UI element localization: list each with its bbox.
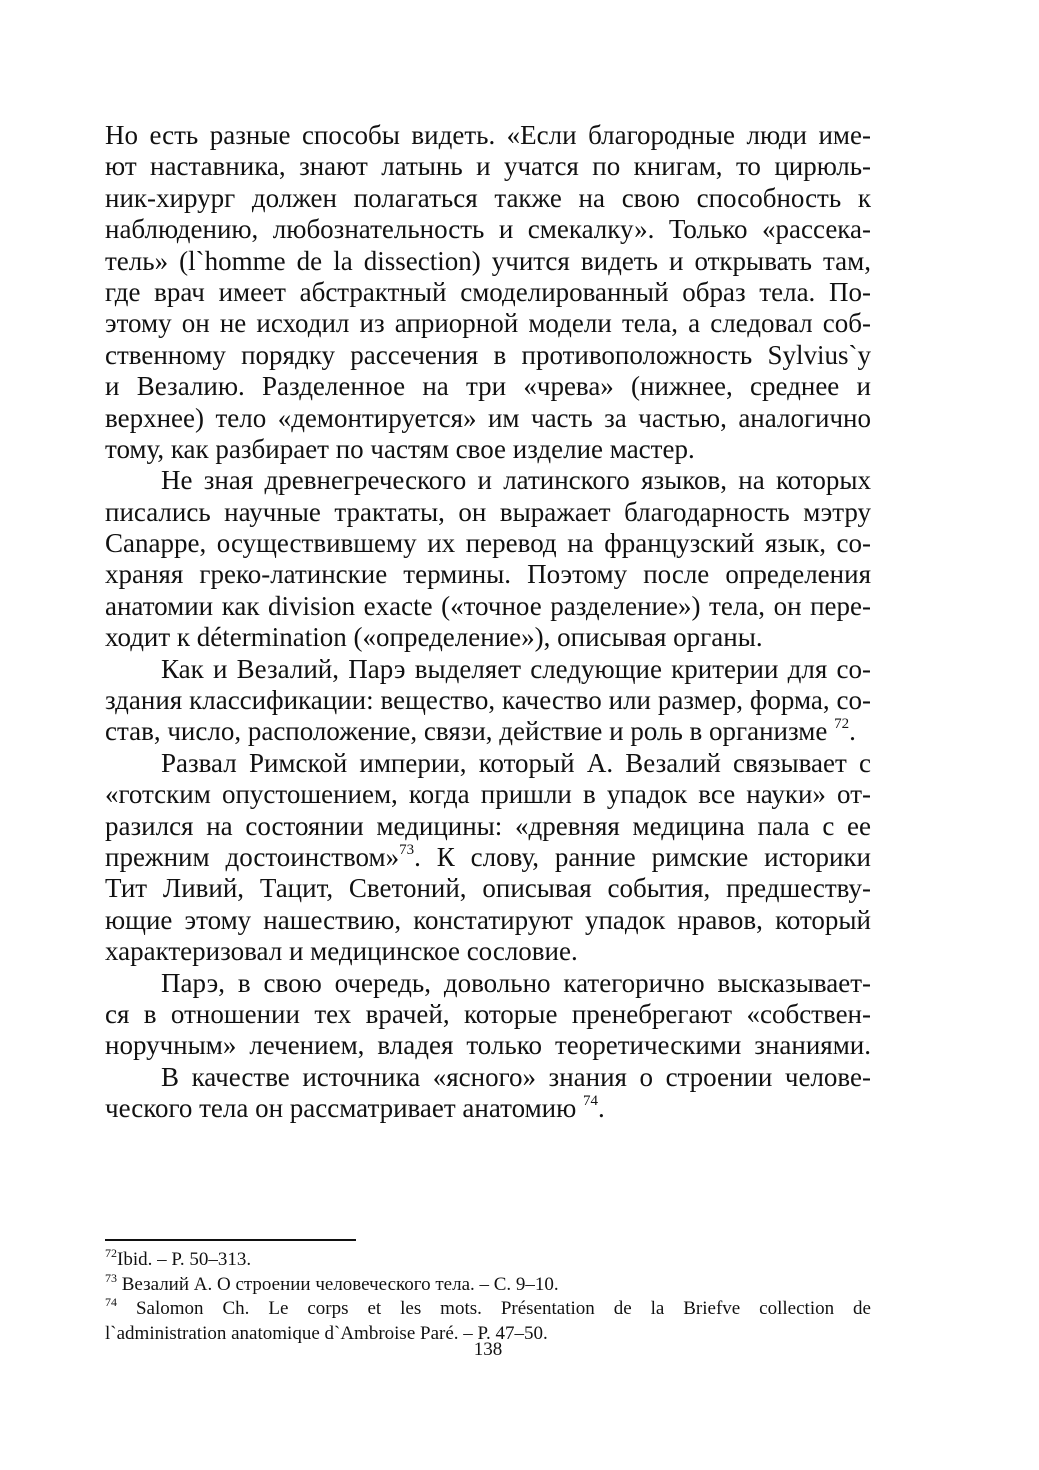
text-line [105, 873, 871, 904]
text-line [105, 183, 871, 214]
text-line-content: Развал Римской империи, который А. Везалий связывает с [161, 747, 871, 778]
text-line-content: храняя греко-латинские термины. Поэтому после определения [105, 559, 871, 590]
footnote [105, 1297, 871, 1322]
text-line-content: норучным» лечением, владея только теоретическими знаниями. [105, 1030, 871, 1061]
text-line-content: В качестве источника «ясного» знания о строении челове- [161, 1061, 871, 1092]
footnote-separator [105, 1239, 356, 1241]
footnote-text: Ibid. – P. 50–313. [117, 1249, 252, 1270]
text-line-content: тому, как разбирает по частям свое изделие мастер. [105, 433, 695, 464]
footnote-number: 72 [105, 1246, 117, 1260]
text-line-content: писались научные трактаты, он выражает благодарность мэтру [105, 496, 871, 527]
text-line-content: став, число, расположение, связи, действие и роль в организме [105, 716, 835, 747]
text-line-content: ник-хирург должен полагаться также на свою способность к [105, 182, 871, 213]
text-line-content: наблюдению, любознательность и смекалку». Только «рассека- [105, 214, 871, 245]
text-line [105, 748, 871, 779]
text-line [105, 371, 871, 402]
text-line [105, 559, 871, 590]
text-line-content: анатомии как division exacte («точное разделение») тела, он пере- [105, 590, 871, 621]
main-text-block [105, 120, 871, 1125]
text-line [105, 999, 871, 1030]
footnote-reference: 73 [399, 841, 415, 858]
text-line-content: Тит Ливий, Тацит, Светоний, описывая события, предшеству- [105, 873, 871, 904]
text-line-content: ют наставника, знают латынь и учатся по книгам, то цирюль- [105, 151, 871, 182]
text-line [105, 277, 871, 308]
footnote-reference: 72 [834, 716, 850, 733]
text-line [105, 340, 871, 371]
text-line [105, 842, 871, 873]
text-line-content: разился на состоянии медицины: «древняя медицина пала с ее [105, 810, 871, 841]
text-line-content: «готским опустошением, когда пришли в упадок все науки» от- [105, 779, 871, 810]
text-line [105, 905, 871, 936]
page-number: 138 [473, 1339, 503, 1360]
text-line-content: ющие этому нашествию, констатируют упадок нравов, который [105, 904, 871, 935]
text-line [105, 308, 871, 339]
text-line-continuation: . [849, 716, 856, 747]
footnotes-block [105, 1248, 871, 1346]
footnote-text: Везалий А. О строении человеческого тела. – С. 9–10. [117, 1273, 559, 1295]
text-line-content: верхнее) тело «демонтируется» им часть за частью, аналогично [105, 402, 871, 433]
text-line [105, 465, 871, 496]
text-line-content: ся в отношении тех врачей, которые пренебрегают «собствен- [105, 998, 871, 1029]
text-line-content: Не зная древнегреческого и латинского языков, на которых [161, 465, 871, 496]
footnote-number: 74 [105, 1295, 117, 1309]
text-line [105, 936, 871, 967]
text-line [105, 151, 871, 182]
text-line-content: Парэ, в свою очередь, довольно категорично высказывает- [161, 967, 871, 998]
footnote-text: Salomon Ch. Le corps et les mots. Présentation de la Briefve collection de [117, 1298, 871, 1319]
text-line [105, 497, 871, 528]
text-line [105, 1093, 871, 1124]
text-line [105, 654, 871, 685]
footnote-reference: 74 [583, 1093, 599, 1110]
text-line [105, 716, 871, 747]
text-line-content: ходит к détermination («определение»), описывая органы. [105, 622, 763, 653]
text-line [105, 403, 871, 434]
text-line-content: характеризовал и медицинское сословие. [105, 936, 578, 967]
text-line-content: Canappe, осуществившему их перевод на французский язык, со- [105, 528, 871, 559]
text-line [105, 434, 871, 465]
text-line-content: тель» (l`homme de la dissection) учится видеть и открывать там, [105, 245, 871, 276]
text-line-content: ческого тела он рассматривает анатомию [105, 1093, 584, 1124]
text-line [105, 622, 871, 653]
footnote-number: 73 [105, 1270, 117, 1285]
text-line [105, 214, 871, 245]
text-line-content: и Везалию. Разделенное на три «чрева» (нижнее, среднее и [105, 371, 871, 402]
footnote-text: l`administration anatomique d`Ambroise Paré. – P. 47–50. [105, 1322, 548, 1344]
text-line-content: Как и Везалий, Парэ выделяет следующие критерии для со- [161, 653, 871, 684]
text-line [105, 120, 871, 151]
text-line [105, 528, 871, 559]
text-line [105, 685, 871, 716]
text-line-content: Но есть разные способы видеть. «Если благородные люди име- [105, 120, 871, 150]
text-line [105, 1062, 871, 1093]
text-line [105, 811, 871, 842]
text-line [105, 968, 871, 999]
text-line [105, 1030, 871, 1061]
footnote [105, 1248, 871, 1273]
text-line [105, 591, 871, 622]
text-line-content: этому он не исходил из априорной модели тела, а следовал соб- [105, 308, 871, 339]
text-line-continuation: . К слову, ранние римские историки [414, 841, 871, 872]
text-line-content: где врач имеет абстрактный смоделированный образ тела. По- [105, 276, 871, 307]
text-line-content: прежним достоинством» [105, 841, 400, 872]
text-line-content: здания классификации: вещество, качество или размер, форма, со- [105, 685, 871, 716]
text-line [105, 246, 871, 277]
text-line-continuation: . [598, 1093, 605, 1124]
footnote [105, 1270, 871, 1298]
text-line [105, 779, 871, 810]
text-line-content: ственному порядку рассечения в противоположность Sylvius`у [105, 339, 871, 370]
